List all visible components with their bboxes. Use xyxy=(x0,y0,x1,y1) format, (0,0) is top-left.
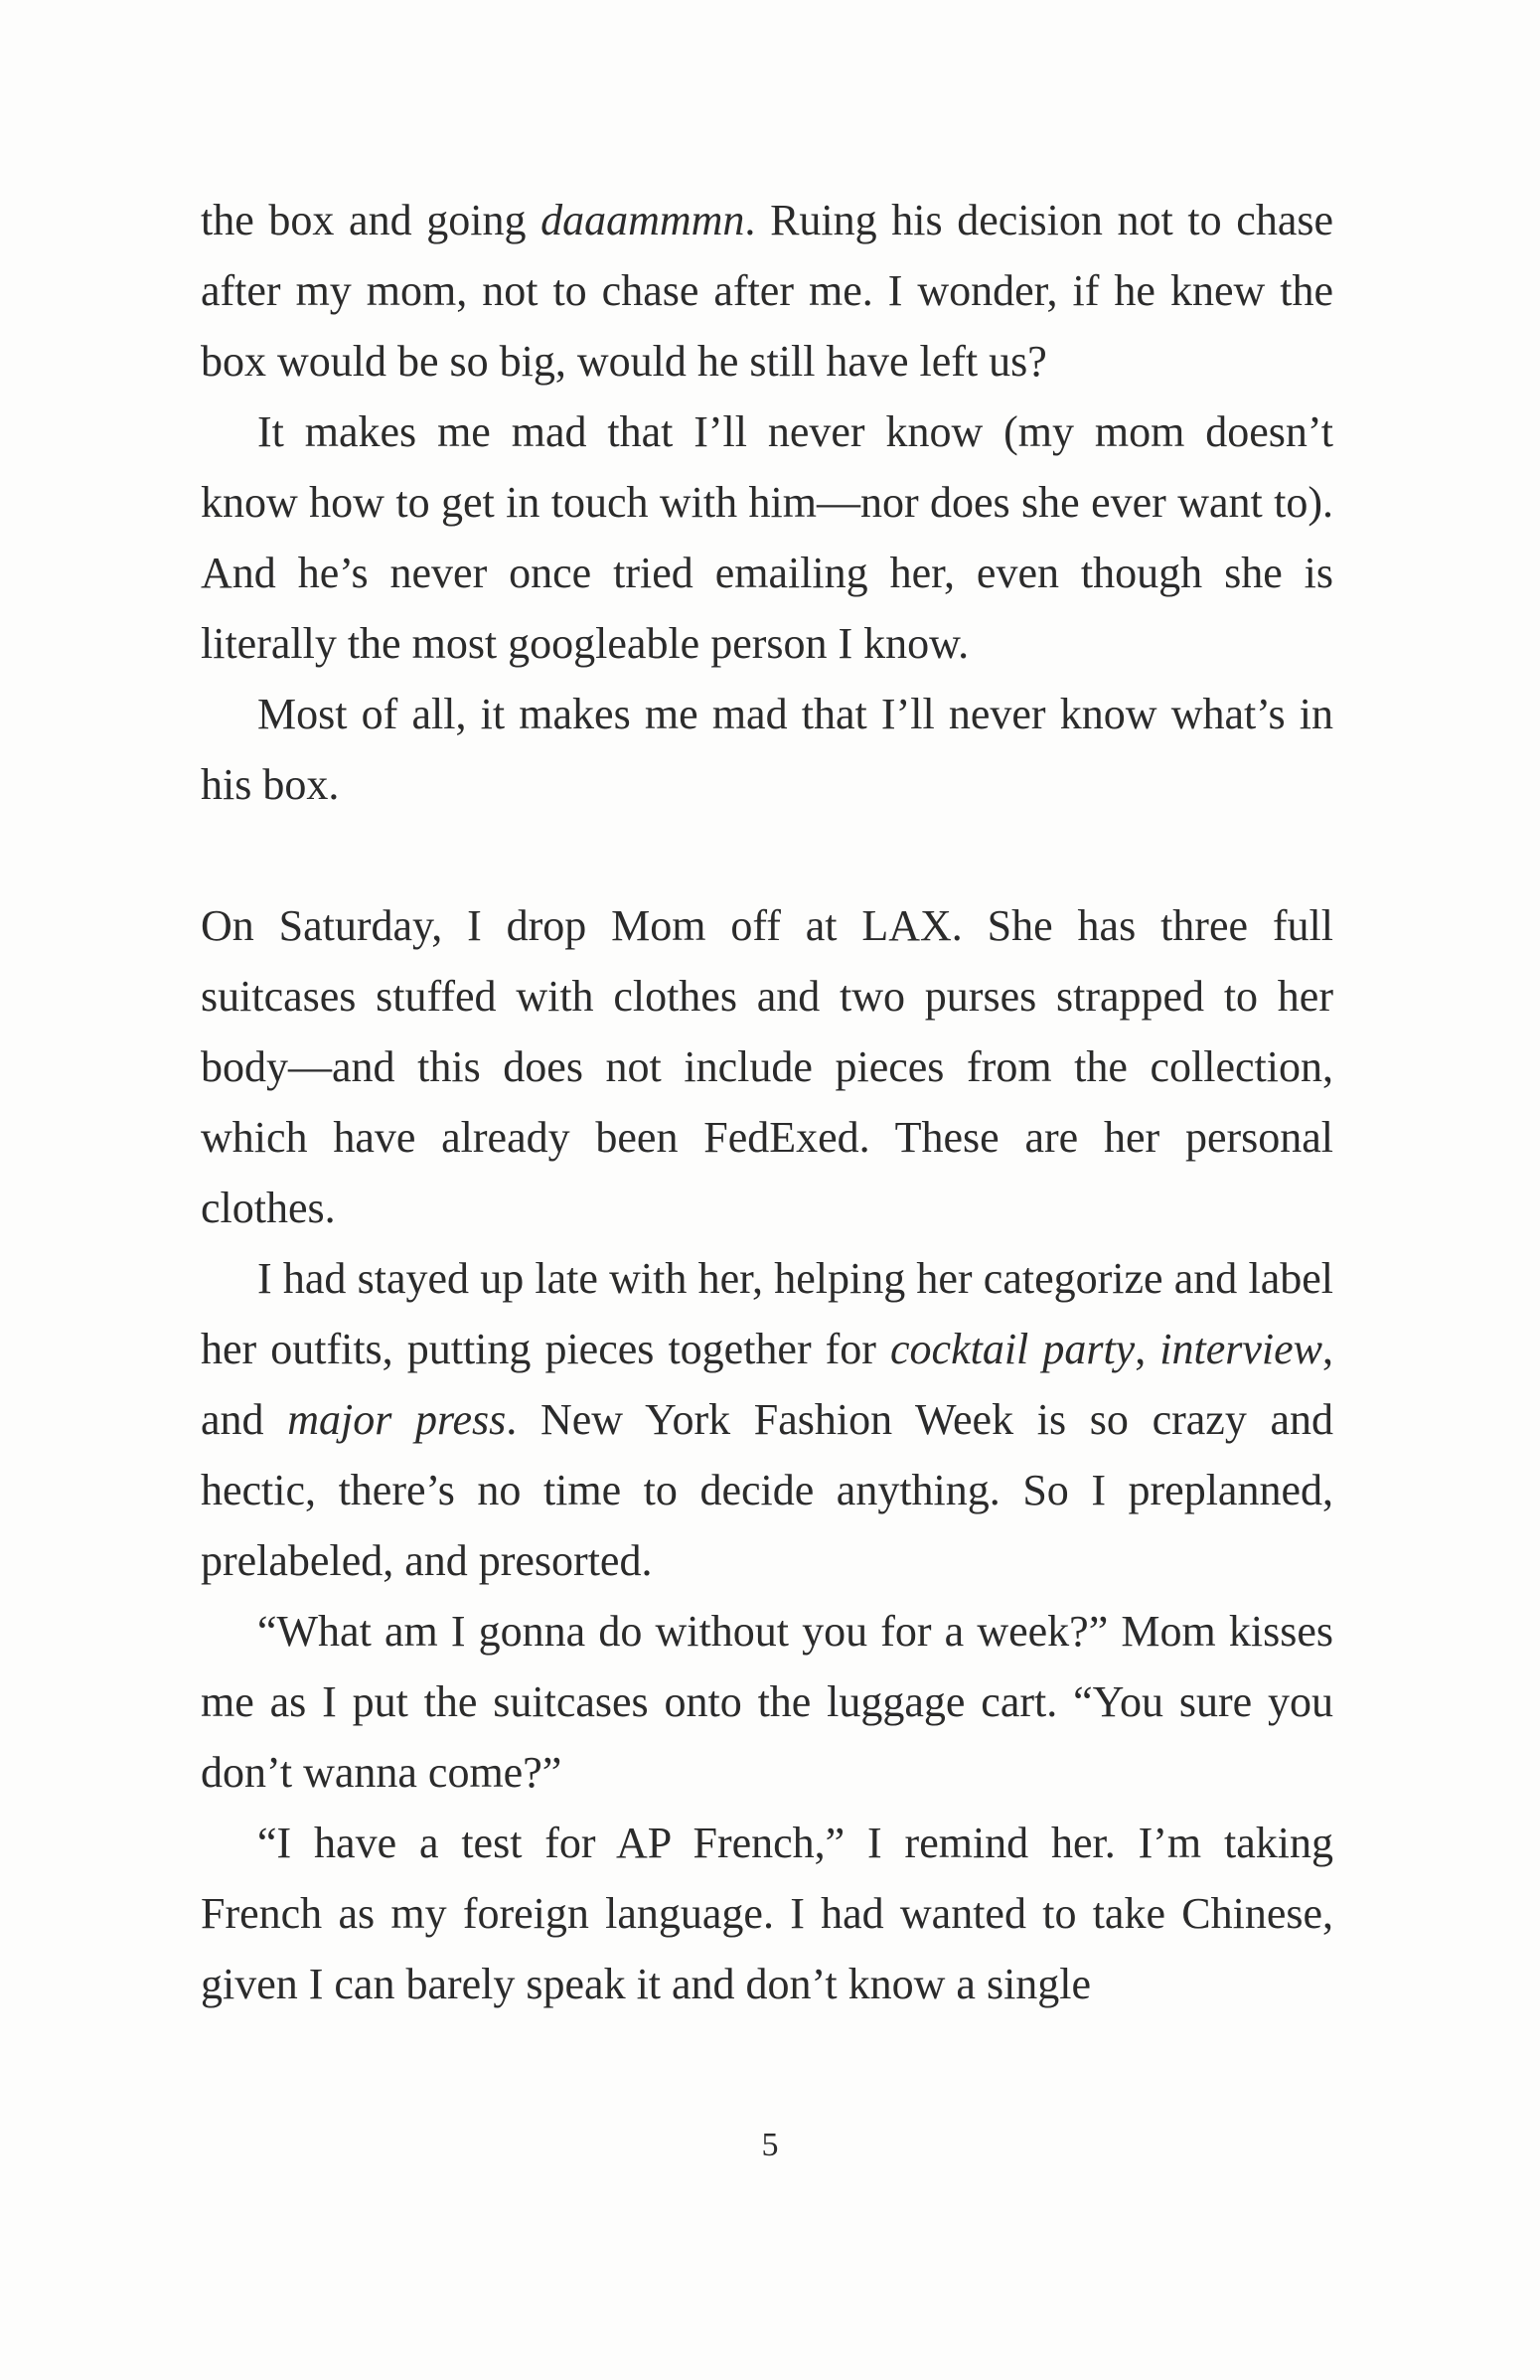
italic-text: major press xyxy=(287,1395,507,1444)
italic-text: interview xyxy=(1159,1325,1323,1373)
text-run: . New York Fashion Week is so crazy and hectic, there’s no time to decide anything. So I preplanned, prelabeled, and presorted. xyxy=(201,1395,1334,1585)
text-run: the box and going xyxy=(201,196,541,244)
paragraph xyxy=(201,1243,1333,1596)
text-run: . Ruing his decision not to chase after my mom, not to chase after me. I wonder, if he knew the box would be so big, would he still have left us? xyxy=(201,196,1333,386)
page-number: 5 xyxy=(761,2127,779,2163)
body-text xyxy=(201,185,1333,2019)
italic-text: cocktail party xyxy=(890,1325,1136,1373)
text-run: , and xyxy=(201,1325,1334,1444)
italic-text: daaammmn xyxy=(540,196,745,244)
text-run: , xyxy=(1135,1325,1160,1373)
paragraph: It makes me mad that I’ll never know (my mom doesn’t know how to get in touch with him—nor does she ever want to). And he’s never once tried emailing her, even though she is literally the most googleable person I know. xyxy=(201,407,1333,668)
paragraph xyxy=(201,185,1333,397)
paragraph: “What am I gonna do without you for a week?” Mom kisses me as I put the suitcases onto the luggage cart. “You sure you don’t wanna come?” xyxy=(201,1607,1333,1797)
text-run: I had stayed up late with her, helping her categorize and label her outfits, putting pieces together for xyxy=(201,1254,1333,1373)
paragraph-section-start: On Saturday, I drop Mom off at LAX. She has three full suitcases stuffed with clothes and two purses strapped to her body—and this does not include pieces from the collection, which have already been FedExed. These are her personal clothes. xyxy=(201,901,1333,1232)
paragraph: “I have a test for AP French,” I remind her. I’m taking French as my foreign language. I had wanted to take Chinese, given I can barely speak it and don’t know a single xyxy=(201,1819,1333,2008)
paragraph: Most of all, it makes me mad that I’ll never know what’s in his box. xyxy=(201,690,1333,809)
